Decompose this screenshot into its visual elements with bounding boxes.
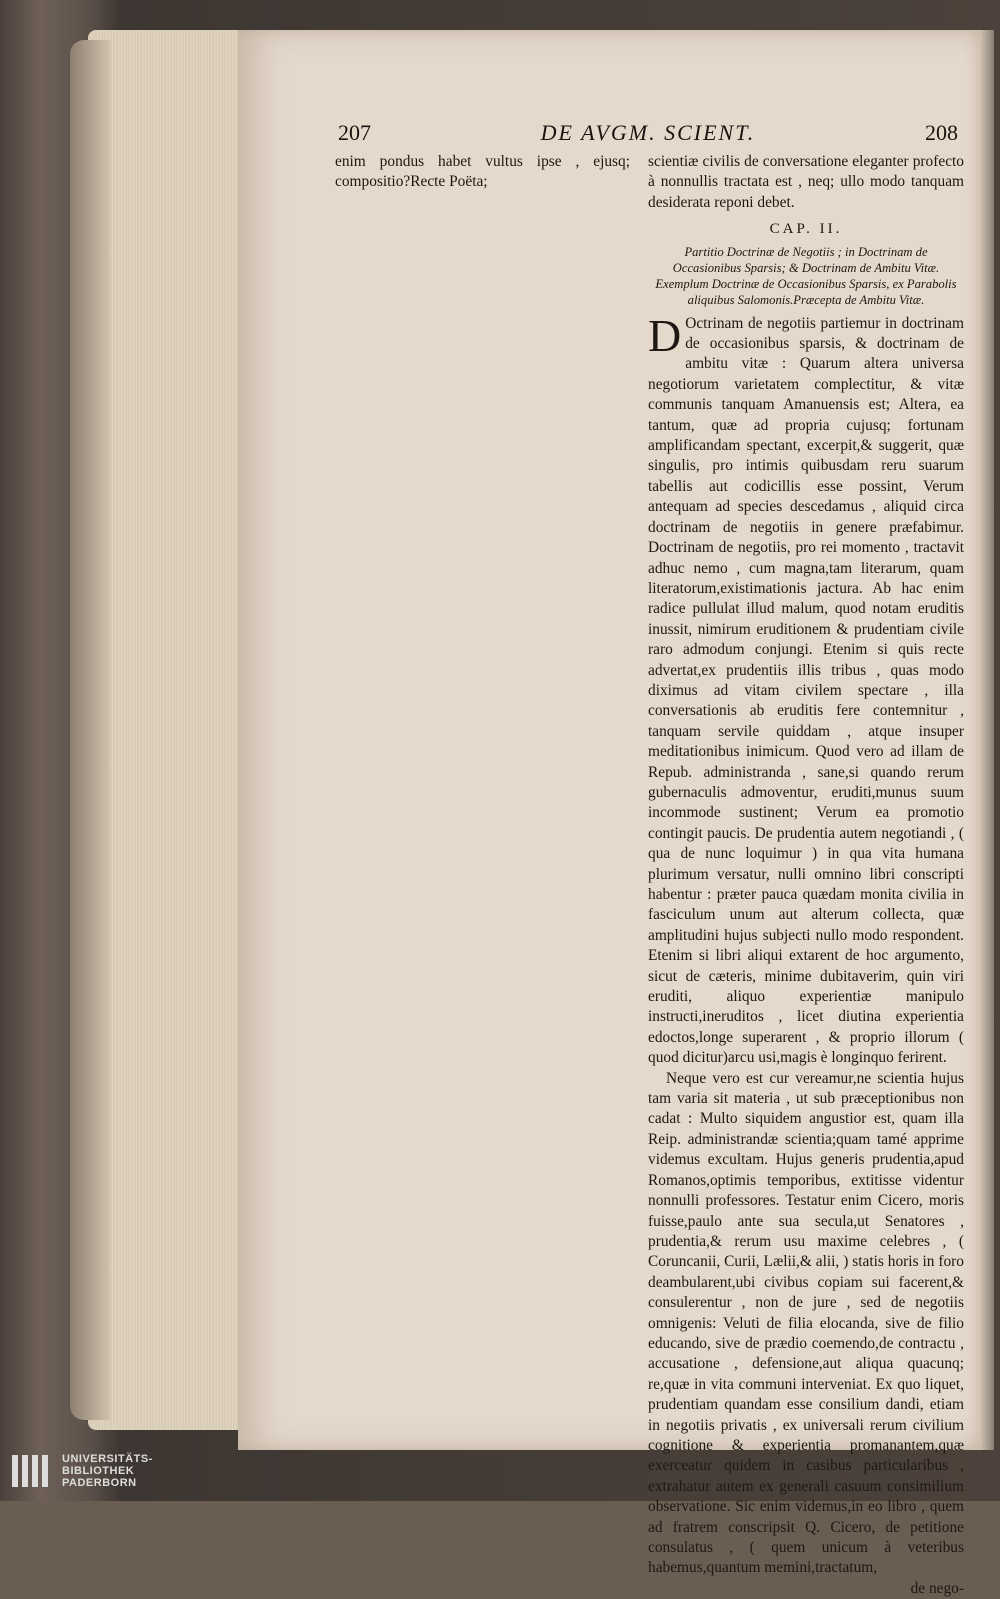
logo-line-1: UNIVERSITÄTS- bbox=[62, 1453, 153, 1465]
book-page-edges bbox=[88, 30, 248, 1430]
drop-cap-initial: D bbox=[648, 309, 682, 361]
right-text-column bbox=[648, 152, 964, 1599]
library-logo bbox=[10, 1451, 180, 1497]
page-number-right: 208 bbox=[925, 120, 958, 145]
left-paragraph: enim pondus habet vultus ipse , ejusq; compositio?Recte Poëta; bbox=[335, 153, 630, 191]
page-number-left: 207 bbox=[338, 120, 371, 145]
intro-paragraph: scientiæ civilis de conversatione eleganter profecto à nonnullis tractata est , neq; ullo modo tanquam desiderata reponi debet. bbox=[648, 153, 964, 211]
logo-line-3: PADERBORN bbox=[62, 1477, 137, 1489]
logo-line-2: BIBLIOTHEK bbox=[62, 1465, 135, 1477]
catchword: de nego- bbox=[910, 1579, 964, 1597]
chapter-summary: Partitio Doctrinæ de Negotiis ; in Doctrinam de Occasionibus Sparsis; & Doctrinam de Ambitu Vitæ. Exemplum Doctrinæ de Occasionibus Sparsis, ex Parabolis aliquibus Salomonis.Præcepta de Ambitu Vitæ. bbox=[655, 244, 957, 307]
running-head bbox=[338, 120, 958, 150]
library-logo-icon bbox=[10, 1451, 50, 1491]
left-text-column bbox=[335, 152, 630, 193]
body-paragraph-1: Octrinam de negotiis partiemur in doctrinam de occasionibus sparsis, & doctrinam de ambitu vitæ : Quarum altera universa negotiorum varietatem complectitur, & vitæ communis tanquam Amanuensis est; Altera, ea tantum, quæ ad propria cujusq; fortunam amplificandam spectant, excerpit,& suggerit, quæ singulis, pro intimis quibusdam reru suarum tabellis aut codicillis esse possint, Verum antequam ad species descedamus , aliquid circa doctrinam de negotiis in genere præfabimur. Doctrinam de negotiis, pro rei momento , tractavit adhuc nemo , cum magna,tam literarum, quam literatorum,existimationis jactura. Ab hac enim radice pullulat illud malum, quod notam eruditis inussit, nimirum eruditionem & prudentiam civile raro admodum conjungi. Etenim si quis recte advertat,ex prudentiis illis tribus , quas modo diximus ad vitam civilem spectare , illa conversationis ab eruditis fere contemnitur , tanquam servile quiddam , atque insuper meditationibus inimicum. Quod vero ad illam de Repub. administranda , sane,si quando rerum gubernaculis admoventur, eruditi,munus suum incommode sustinent; Verum ea promotio contingit paucis. De prudentia autem negotiandi , ( qua de nunc loquimur ) in qua vita humana plurimum versatur, nulli omnino libri conscripti habentur : præter pauca quædam monita civilia in fasciculum unum aut alterum collecta, quæ amplitudini hujus subjecti nullo modo respondent. Etenim si libri aliqui extarent de hoc argumento, sicut de cæteris, minime dubitaverim, quin viri eruditi, aliquo experientiæ manipulo instructi,ineruditos , licet diutina experientia edoctos,longe superarent , & proprio illorum ( quod dicitur)arcu usi,magis è longinquo ferirent. bbox=[648, 314, 964, 1067]
running-title: DE AVGM. SCIENT. bbox=[540, 120, 756, 145]
book-page bbox=[238, 30, 980, 1597]
body-paragraph-2: Neque vero est cur vereamur,ne scientia hujus tam varia sit materia , ut sub præceptionibus non cadat : Multo siquidem angustior est, quam illa Reip. administrandæ scientia;quam tamé apprime videmus excultam. Hujus generis prudentia,apud Romanos,optimis temporibus, extitisse videntur nonnulli professores. Testatur enim Cicero, moris fuisse,paulo ante sua secula,ut Senatores , prudentia,& rerum usu maxime celebres , ( Coruncanii, Curii, Lælii,& alii, ) statis horis in foro deambularent,ubi civibus copiam sui facerent,& consulerentur , non de jure , sed de negotiis omnigenis: Veluti de filia elocanda, sive de filio educando, sive de prædio coemendo,de contractu , accusatione , defensione,aut aliqua quacunq; re,quæ in vita communi interveniat. Ex quo liquet, prudentiam quandam esse consilium dandi, etiam in negotiis privatis , ex universali rerum civilium cognitione & experientia promanantem,quæ exerceatur quidem in casibus particularibus , extrahatur autem ex generali casuum consimilium observatione. Sic enim videmus,in eo libro , quem ad fratrem conscripsit Q. Cicero, de petitione consulatus , ( quem unicum à veteribus habemus,quantum memini,tractatum, bbox=[648, 1069, 964, 1577]
chapter-heading: CAP. II. bbox=[769, 221, 843, 238]
